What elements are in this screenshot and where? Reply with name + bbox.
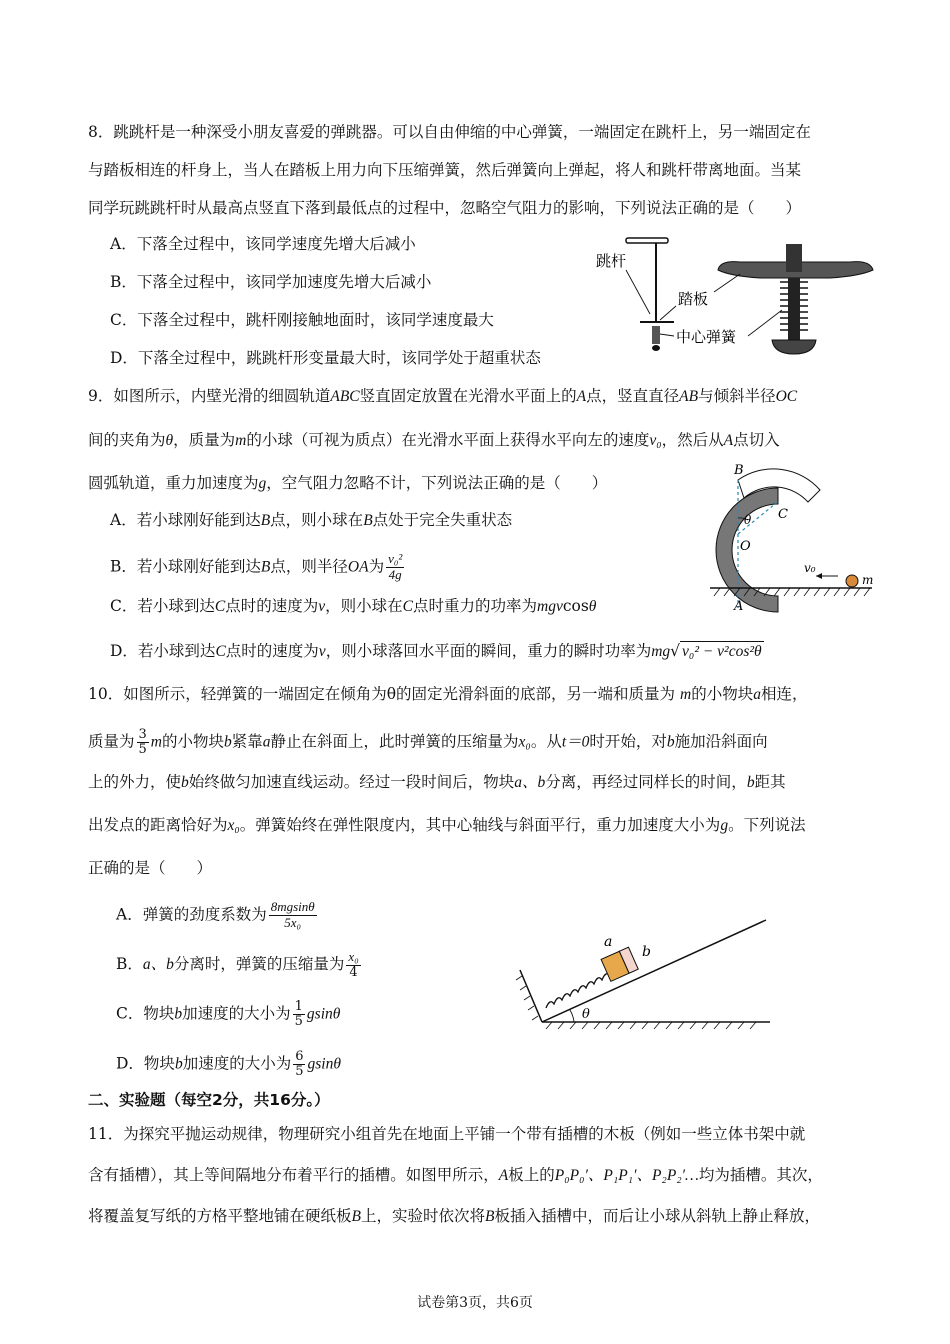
circular-track-figure [680, 460, 880, 620]
label-theta: θ [744, 513, 752, 527]
incline-figure [512, 930, 782, 1030]
label-spring: 中心弹簧 [676, 328, 737, 346]
q10-stem-line3: 上的外力，使b始终做匀加速直线运动。经过一段时间后，物块a、b分离，再经过同样长的时间，b距其 [88, 773, 786, 791]
label-B: B [734, 463, 744, 478]
q9-option-d: D．若小球到达C点时的速度为v，则小球落回水平面的瞬间，重力的瞬时功率为mg√ v₀² − v²cos²θ [110, 642, 762, 660]
page-footer: 试卷第3页，共6页 [417, 1295, 533, 1311]
label-pole: 跳杆 [596, 252, 627, 270]
label-pedal: 踏板 [678, 290, 709, 308]
q8-option-a: A．下落全过程中，该同学速度先增大后减小 [110, 235, 416, 253]
q8-stem-line3: 同学玩跳跳杆时从最高点竖直下落到最低点的过程中，忽略空气阻力的影响，下列说法正确的是（ ） [88, 199, 802, 217]
q10-option-b: B．a、b分离时，弹簧的压缩量为 $\frac{\text{x₀}}{4}$ [116, 949, 359, 980]
label-b: b [642, 944, 651, 960]
q10-stem-line2: 质量为 $\frac{3}{5}$ m的小物块b紧靠a静止在斜面上，此时弹簧的压缩量为x₀。从t＝0时开始，对b施加沿斜面向 [88, 727, 768, 757]
q10-stem-line1: 10．如图所示，轻弹簧的一端固定在倾角为θ的固定光滑斜面的底部，另一端和质量为 m的小物块a相连， [88, 685, 808, 703]
pogo-stick-figure [590, 230, 880, 365]
q9-option-a: A．若小球刚好能到达B点，则小球在B点处于完全失重状态 [110, 511, 513, 529]
q10-option-c: C．物块b加速度的大小为 $\frac{1}{5}$ gsinθ [116, 999, 341, 1029]
q10-option-a: A．弹簧的劲度系数为 $\frac{8mgsin\theta}{\text{5x₀}}$ [116, 899, 315, 930]
q10-stem-line4: 出发点的距离恰好为x₀。弹簧始终在弹性限度内，其中心轴线与斜面平行，重力加速度大小为g。下列说法 [88, 816, 806, 834]
q10-stem-line5: 正确的是（ ） [88, 859, 213, 877]
q8-stem-line2: 与踏板相连的杆身上，当人在踏板上用力向下压缩弹簧，然后弹簧向上弹起，将人和跳杆带离地面。当某 [88, 161, 802, 179]
q9-stem-line3: 圆弧轨道，重力加速度为g，空气阻力忽略不计，下列说法正确的是（ ） [88, 474, 608, 492]
q9-option-b: B．若小球刚好能到达B点，则半径OA为 $\frac{\text{v₀²}}{4g}$ [110, 551, 403, 582]
label-C: C [778, 507, 788, 522]
q8-stem-line1: 8．跳跳杆是一种深受小朋友喜爱的弹跳器。可以自由伸缩的中心弹簧，一端固定在跳杆上，另一端固定在 [88, 123, 811, 141]
q9-option-c: C．若小球到达C点时的速度为v，则小球在C点时重力的功率为mgvcosθ [110, 597, 597, 615]
label-v0: v₀ [804, 561, 816, 575]
q8-option-d: D．下落全过程中，跳跳杆形变量最大时，该同学处于超重状态 [110, 349, 541, 367]
section-heading: 二、实验题（每空2分，共16分。） [88, 1091, 330, 1109]
q11-stem-line1: 11．为探究平抛运动规律，物理研究小组首先在地面上平铺一个带有插槽的木板（例如一些立体书架中就 [88, 1125, 806, 1143]
q8-option-c: C．下落全过程中，跳杆刚接触地面时，该同学速度最大 [110, 311, 494, 329]
label-theta-incline: θ [582, 1007, 590, 1022]
label-a: a [604, 934, 613, 950]
label-m: m [862, 573, 874, 587]
q8-option-b: B．下落全过程中，该同学加速度先增大后减小 [110, 273, 432, 291]
label-A: A [734, 599, 744, 614]
label-O: O [740, 539, 751, 554]
q11-stem-line3: 将覆盖复写纸的方格平整地铺在硬纸板B上，实验时依次将B板插入插槽中，而后让小球从斜轨上静止释放， [88, 1207, 820, 1225]
q10-option-d: D．物块b加速度的大小为 $\frac{6}{5}$ gsinθ [116, 1049, 341, 1079]
q9-stem-line2: 间的夹角为θ，质量为m的小球（可视为质点）在光滑水平面上获得水平向左的速度v₀，然后从A点切入 [88, 431, 780, 449]
q11-stem-line2: 含有插槽），其上等间隔地分布着平行的插槽。如图甲所示，A板上的P₀P₀′、P₁P₁′、P₂P₂′…均为插槽。其次， [88, 1166, 823, 1184]
q9-stem-line1: 9．如图所示，内壁光滑的细圆轨道ABC竖直固定放置在光滑水平面上的A点，竖直直径AB与倾斜半径OC [88, 387, 798, 405]
